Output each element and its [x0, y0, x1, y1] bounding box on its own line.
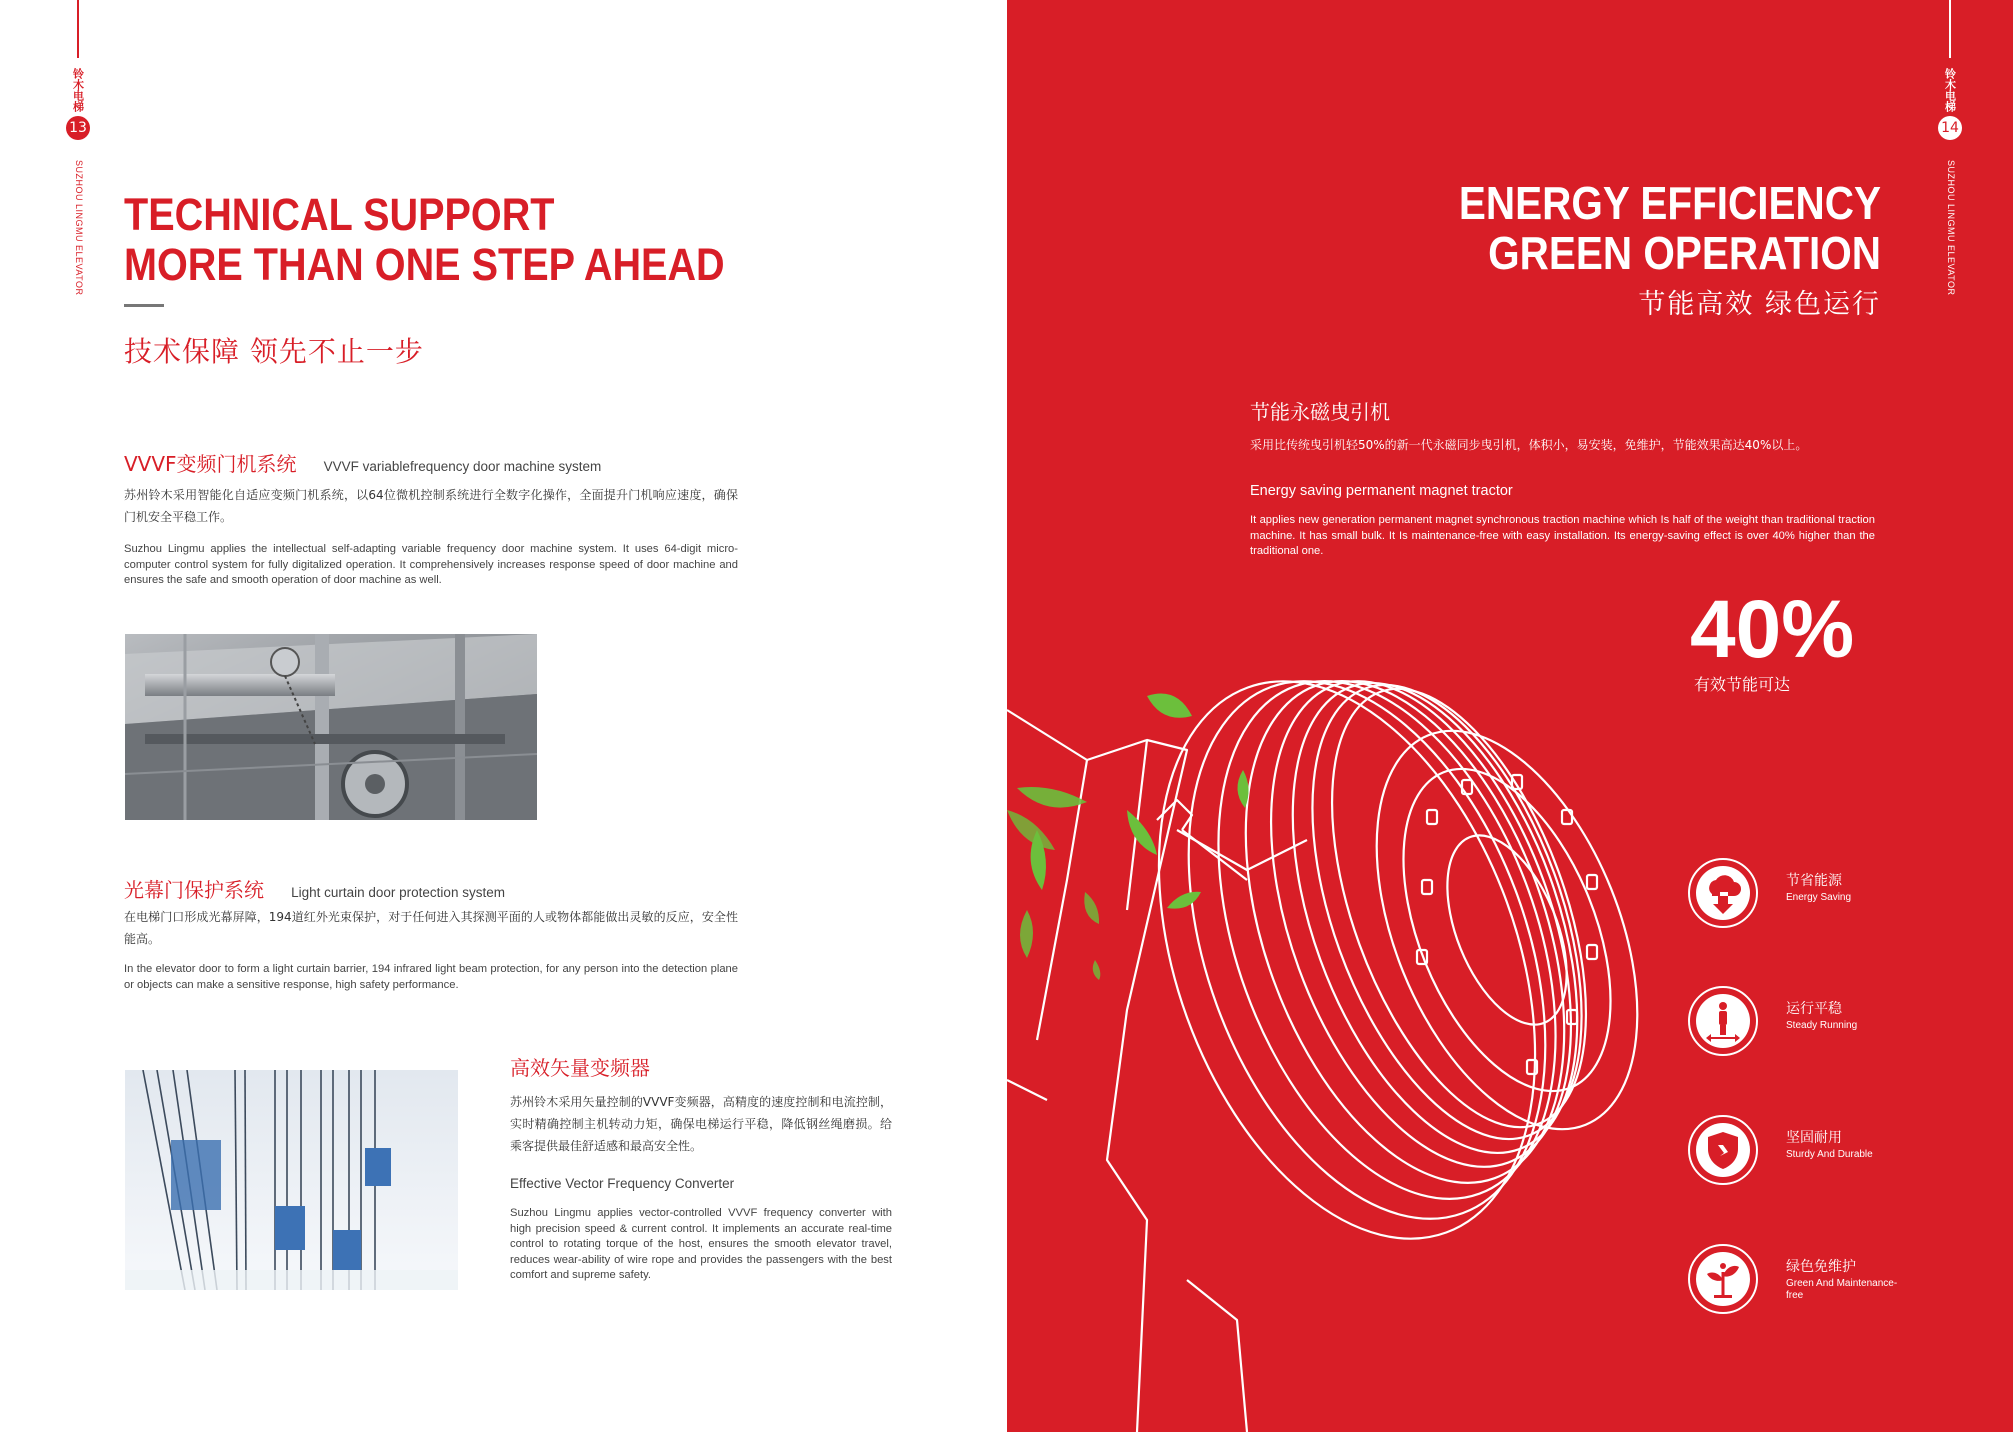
section-heading — [510, 1052, 650, 1081]
page-subtitle: 节能高效 绿色运行 — [1638, 289, 1881, 320]
stat-label: 有效节能可达 — [1694, 675, 1791, 694]
side-tab-left — [64, 68, 92, 140]
title-divider — [124, 304, 164, 307]
section-title-en: Energy saving permanent magnet tractor — [1250, 483, 1513, 499]
shield-icon — [1696, 1123, 1750, 1177]
section-heading — [124, 874, 505, 903]
section-body-en: Suzhou Lingmu applies the intellectual self-adapting variable frequency door machine system. It uses 64-digit micro-computer control system for fully digitalized operation. It comprehensively increases response speed of door machine and ensures the safe and smooth operation of door machine as well. — [124, 543, 738, 586]
section-body-en: In the elevator door to form a light curtain barrier, 194 infrared light beam protection, for any person into the detection plane or objects can make a sensitive response, high safety performance. — [124, 963, 738, 991]
section-title-cn: 光幕门保护系统 — [124, 878, 264, 902]
page-number: 13 — [66, 116, 90, 140]
section-body-cn: 采用比传统曳引机轻50%的新一代永磁同步曳引机，体积小，易安装，免维护，节能效果高达40%以上。 — [1250, 438, 1808, 452]
stat-value: 40% — [1690, 584, 1855, 675]
brand-en-label: SUZHOU LINGMU ELEVATOR — [1946, 160, 1956, 296]
plant-icon — [1696, 1252, 1750, 1306]
brand-en-label: SUZHOU LINGMU ELEVATOR — [74, 160, 84, 296]
section-title-cn: VVVF变频门机系统 — [124, 452, 297, 476]
feature-green-maintenance-free — [1688, 1244, 1918, 1316]
feature-label-en: Energy Saving — [1786, 892, 1852, 903]
page-title — [1353, 178, 1881, 278]
feature-label-cn: 坚固耐用 — [1786, 1130, 1842, 1146]
section-body-cn: 苏州铃木采用智能化自适应变频门机系统，以64位微机控制系统进行全数字化操作，全面提升门机响应速度，确保门机安全平稳工作。 — [124, 488, 738, 524]
title-line-2: MORE THAN ONE STEP AHEAD — [124, 239, 725, 290]
brand-cn-label: 铃木电梯 — [71, 68, 85, 112]
side-rule — [77, 0, 79, 58]
page-subtitle: 技术保障 领先不止一步 — [124, 335, 424, 368]
feature-label-cn: 运行平稳 — [1786, 1001, 1842, 1017]
traction-machine-illustration — [1007, 680, 1707, 1432]
side-rule — [1949, 0, 1951, 58]
section-heading — [124, 448, 601, 477]
side-tab-right — [1936, 68, 1964, 140]
section-body-en: It applies new generation permanent magnet synchronous traction machine which Is half of the weight than traditional traction machine. It has small bulk. It Is maintenance-free with easy installation. Its energy-saving effect is over 40% higher than the traditional one. — [1250, 514, 1875, 557]
section-body-cn: 苏州铃木采用矢量控制的VVVF变频器，高精度的速度控制和电流控制，实时精确控制主机转动力矩，确保电梯运行平稳，降低钢丝绳磨损。给乘客提供最佳舒适感和最高安全性。 — [510, 1095, 892, 1153]
section-body-en: Suzhou Lingmu applies vector-controlled VVVF frequency converter with high precision speed & current control. It implements an accurate real-time control to rotating torque of the host, ensures the smooth elevator travel, reduces wear-ability of wire rope and provides the passengers with the best comfort and supreme safety. — [510, 1207, 892, 1281]
title-line-1: ENERGY EFFICIENCY — [1458, 177, 1881, 229]
title-line-1: TECHNICAL SUPPORT — [124, 189, 555, 240]
section-title-en: Effective Vector Frequency Converter — [510, 1176, 735, 1191]
section-title-en: VVVF variablefrequency door machine system — [323, 459, 602, 474]
page-title — [124, 190, 725, 290]
leaves — [1007, 694, 1249, 981]
feature-steady-running — [1688, 986, 1918, 1058]
section-title-cn: 节能永磁曳引机 — [1250, 400, 1390, 424]
brand-cn-label: 铃木电梯 — [1943, 68, 1957, 112]
feature-sturdy-durable — [1688, 1115, 1918, 1187]
feature-energy-saving — [1688, 858, 1918, 930]
feature-label-cn: 绿色免维护 — [1786, 1259, 1856, 1275]
feature-label-en: Sturdy And Durable — [1786, 1149, 1873, 1160]
feature-label-en: Steady Running — [1786, 1020, 1858, 1031]
section-title-cn: 高效矢量变频器 — [510, 1056, 650, 1080]
section-body-cn: 在电梯门口形成光幕屏障，194道红外光束保护，对于任何进入其探测平面的人或物体都能做出灵敏的反应，安全性能高。 — [124, 910, 738, 946]
steady-running-icon — [1696, 994, 1750, 1048]
feature-label-cn: 节省能源 — [1786, 873, 1842, 889]
title-line-2: GREEN OPERATION — [1488, 227, 1881, 279]
page-number: 14 — [1938, 116, 1962, 140]
door-machine-photo — [125, 634, 537, 820]
elevator-shaft-photo — [125, 1070, 458, 1290]
section-title-en: Light curtain door protection system — [291, 885, 505, 900]
feature-label-en: Green And Maintenance-free — [1786, 1278, 1898, 1301]
energy-saving-icon — [1696, 866, 1750, 920]
